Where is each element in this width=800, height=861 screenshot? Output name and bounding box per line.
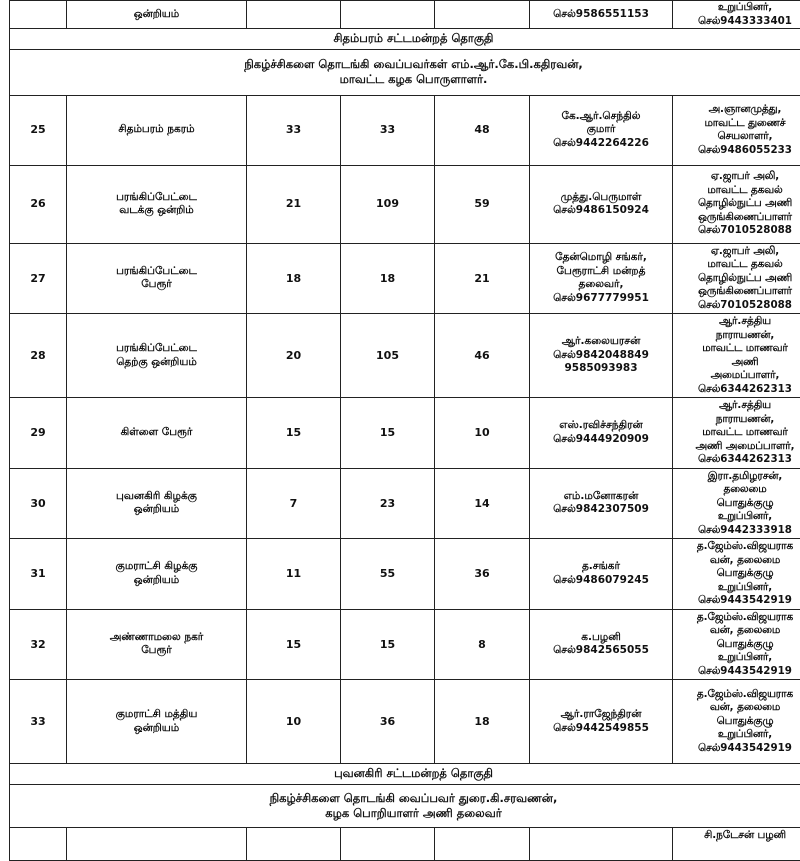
cell-area-name: குமராட்சி கிழக்கு ஒன்றியம்	[67, 539, 247, 610]
cell-coordinator: த.ஜேம்ஸ்.விஜயராக வன், தலைமை பொதுக்குழு உறுப்பினர், செல்9443542919	[673, 609, 800, 680]
cell-contact: க.பழனி செல்9842565055	[530, 609, 673, 680]
cell-no: 28	[10, 314, 67, 398]
cell-count-b: 15	[341, 609, 435, 680]
cell-contact: த.சங்கர் செல்9486079245	[530, 539, 673, 610]
cell-area-name: குமராட்சி மத்திய ஒன்றியம்	[67, 680, 247, 764]
cell-count-a: 7	[247, 468, 341, 539]
cell-count-b: 109	[341, 165, 435, 243]
cell-area-name: புவனகிரி கிழக்கு ஒன்றியம்	[67, 468, 247, 539]
cell-count-b: 18	[341, 243, 435, 314]
cell-count-c: 36	[435, 539, 530, 610]
cell-count-b	[341, 1, 435, 29]
cell-area-name: பரங்கிப்பேட்டை பேரூர்	[67, 243, 247, 314]
cell-coordinator: ஆர்.சத்திய நாராயணன், மாவட்ட மாணவர் அணி அமைப்பாளர், செல்6344262313	[673, 398, 800, 469]
organizer-text: நிகழ்ச்சிகளை தொடங்கி வைப்பவர் துரை.கி.சரவணன், கழக பொறியாளர் அணி தலைவர்	[10, 784, 800, 827]
cell-coordinator: இரா.தமிழரசன், தலைமை பொதுக்குழு உறுப்பினர், செல்9442333918	[673, 468, 800, 539]
cell-no: 29	[10, 398, 67, 469]
cell-contact: கே.ஆர்.செந்தில் குமார் செல்9442264226	[530, 95, 673, 165]
cell-count-b: 36	[341, 680, 435, 764]
cell-no: 26	[10, 165, 67, 243]
organizer-text: நிகழ்ச்சிகளை தொடங்கி வைப்பவர்கள் எம்.ஆர்.கே.பி.கதிரவன், மாவட்ட கழக பொருளாளர்.	[10, 49, 800, 95]
cell-count-c: 8	[435, 609, 530, 680]
constituency-heading-row	[10, 764, 800, 785]
cell-area-name: அண்ணாமலை நகர் பேரூர்	[67, 609, 247, 680]
cell-count-c	[435, 827, 530, 860]
cell-count-b: 105	[341, 314, 435, 398]
cell-no: 32	[10, 609, 67, 680]
cell-contact: எம்.மனோகரன் செல்9842307509	[530, 468, 673, 539]
cell-count-c: 10	[435, 398, 530, 469]
cell-count-b: 15	[341, 398, 435, 469]
table-row	[10, 314, 800, 398]
cell-contact: செல்9586551153	[530, 1, 673, 29]
cell-count-b: 55	[341, 539, 435, 610]
cell-count-a: 33	[247, 95, 341, 165]
cell-count-a	[247, 1, 341, 29]
cell-count-c: 21	[435, 243, 530, 314]
constituency-heading: புவனகிரி சட்டமன்றத் தொகுதி	[10, 764, 800, 785]
table-row	[10, 539, 800, 610]
cell-count-b	[341, 827, 435, 860]
constituency-heading: சிதம்பரம் சட்டமன்றத் தொகுதி	[10, 29, 800, 50]
cell-contact: முத்து.பெருமாள் செல்9486150924	[530, 165, 673, 243]
cell-count-c: 48	[435, 95, 530, 165]
cell-coordinator: ஏ.ஜாபர் அலி, மாவட்ட தகவல் தொழில்நுட்ப அணி ஒருங்கிணைப்பாளர் செல்7010528088	[673, 243, 800, 314]
cell-count-a: 18	[247, 243, 341, 314]
cell-coordinator: ஏ.ஜாபர் அலி, மாவட்ட தகவல் தொழில்நுட்ப அணி ஒருங்கிணைப்பாளர் செல்7010528088	[673, 165, 800, 243]
cell-contact: ஆர்.ராஜேந்திரன் செல்9442549855	[530, 680, 673, 764]
cell-contact: எஸ்.ரவிச்சந்திரன் செல்9444920909	[530, 398, 673, 469]
cell-no: 25	[10, 95, 67, 165]
cell-count-c: 59	[435, 165, 530, 243]
organizer-row	[10, 784, 800, 827]
schedule-table-page	[9, 0, 787, 861]
table-row	[10, 243, 800, 314]
cell-count-a: 11	[247, 539, 341, 610]
cell-contact: தேன்மொழி சங்கர், பேரூராட்சி மன்றத் தலைவர், செல்9677779951	[530, 243, 673, 314]
table-row	[10, 609, 800, 680]
cell-coordinator: த.ஜேம்ஸ்.விஜயராக வன், தலைமை பொதுக்குழு உறுப்பினர், செல்9443542919	[673, 539, 800, 610]
table-row	[10, 468, 800, 539]
cell-contact: ஆர்.கலையரசன் செல்9842048849 9585093983	[530, 314, 673, 398]
cell-no: 30	[10, 468, 67, 539]
cell-no: 31	[10, 539, 67, 610]
cell-no: 27	[10, 243, 67, 314]
table-row-partial-bottom	[10, 827, 800, 860]
cell-count-b: 23	[341, 468, 435, 539]
table-row	[10, 680, 800, 764]
cell-coordinator: உறுப்பினர், செல்9443333401	[673, 1, 800, 29]
cell-coordinator: த.ஜேம்ஸ்.விஜயராக வன், தலைமை பொதுக்குழு உறுப்பினர், செல்9443542919	[673, 680, 800, 764]
cell-area-name	[67, 827, 247, 860]
schedule-table	[9, 0, 800, 861]
cell-count-a: 20	[247, 314, 341, 398]
cell-count-a: 15	[247, 609, 341, 680]
cell-coordinator: சி.நடேசன் பழனி	[673, 827, 800, 860]
table-row	[10, 398, 800, 469]
cell-area-name: பரங்கிப்பேட்டை தெற்கு ஒன்றியம்	[67, 314, 247, 398]
table-row	[10, 95, 800, 165]
cell-count-c: 14	[435, 468, 530, 539]
cell-count-a: 10	[247, 680, 341, 764]
organizer-row	[10, 49, 800, 95]
cell-area-name: ஒன்றியம்	[67, 1, 247, 29]
cell-count-a: 21	[247, 165, 341, 243]
cell-count-b: 33	[341, 95, 435, 165]
cell-no	[10, 1, 67, 29]
table-row-partial-top	[10, 1, 800, 29]
cell-count-c: 18	[435, 680, 530, 764]
cell-count-a	[247, 827, 341, 860]
cell-no: 33	[10, 680, 67, 764]
cell-area-name: சிதம்பரம் நகரம்	[67, 95, 247, 165]
cell-count-c: 46	[435, 314, 530, 398]
cell-count-a: 15	[247, 398, 341, 469]
cell-area-name: பரங்கிப்பேட்டை வடக்கு ஒன்றிம்	[67, 165, 247, 243]
cell-no	[10, 827, 67, 860]
cell-coordinator: அ.ஞானமுத்து, மாவட்ட துணைச் செயலாளர், செல்9486055233	[673, 95, 800, 165]
table-row	[10, 165, 800, 243]
cell-count-c	[435, 1, 530, 29]
cell-coordinator: ஆர்.சத்திய நாராயணன், மாவட்ட மாணவர் அணி அமைப்பாளர், செல்6344262313	[673, 314, 800, 398]
cell-area-name: கிள்ளை பேரூர்	[67, 398, 247, 469]
cell-contact	[530, 827, 673, 860]
constituency-heading-row	[10, 29, 800, 50]
